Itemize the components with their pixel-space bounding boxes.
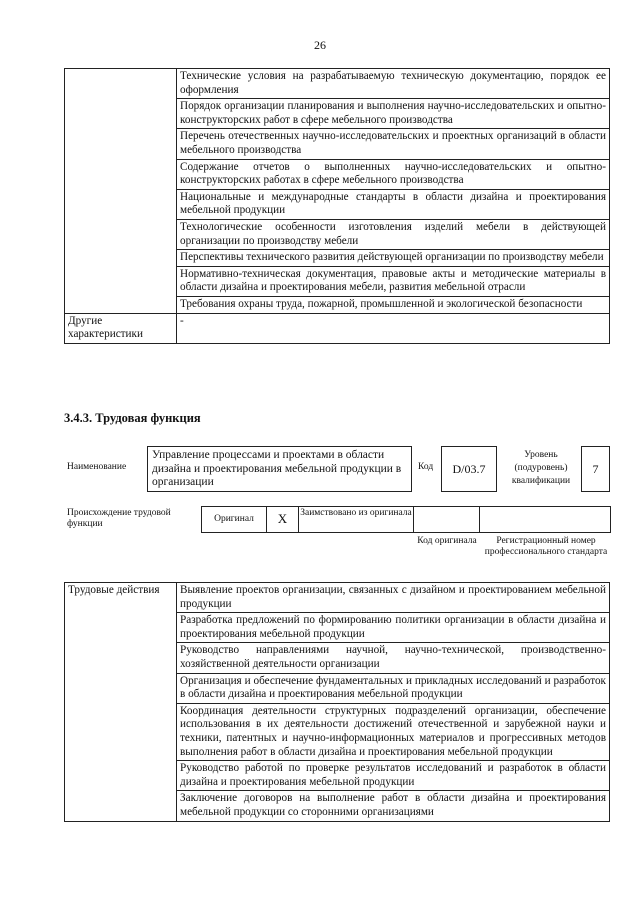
knowledge-row: Перспективы технического развития действующей организации по производству мебели xyxy=(177,250,610,267)
labor-action-row: Заключение договоров на выполнение работ в области дизайна и проектирования мебельной продукции со сторонними организациями xyxy=(177,791,610,821)
registration-number-caption: Регистрационный номер профессионального стандарта xyxy=(484,536,608,557)
labor-actions-label: Трудовые действия xyxy=(65,583,177,822)
knowledge-row: Технические условия на разрабатываемую техническую документацию, порядок ее оформления xyxy=(177,69,610,99)
code-label: Код xyxy=(418,462,434,472)
knowledge-row: Содержание отчетов о выполненных научно-исследовательских и опытно-конструкторских работах в сфере мебельного производства xyxy=(177,159,610,189)
origin-label: Происхождение трудовой функции xyxy=(67,508,171,529)
knowledge-row: Перечень отечественных научно-исследовательских и проектных организаций в области мебельного производства xyxy=(177,129,610,159)
level-value: 7 xyxy=(581,446,610,492)
original-code-caption: Код оригинала xyxy=(417,536,477,546)
borrowed-label: Заимствовано из оригинала xyxy=(300,508,412,518)
knowledge-label-cell xyxy=(65,69,177,314)
labor-action-row: Руководство направлениями научной, научно-технической, производственно-хозяйственной деятельности организации xyxy=(177,643,610,673)
original-mark: X xyxy=(277,511,288,526)
function-name-value: Управление процессами и проектами в области дизайна и проектирования мебельной продукции в организации xyxy=(147,446,412,492)
function-code-value: D/03.7 xyxy=(441,446,497,492)
labor-action-row: Организация и обеспечение фундаментальных и прикладных исследований и разработок в области дизайна и проектирования мебельной продукции xyxy=(177,673,610,703)
page-number: 26 xyxy=(314,38,326,52)
other-characteristics-value: - xyxy=(177,313,610,343)
labor-action-row: Координация деятельности структурных подразделений организации, обеспечение использования в их деятельности достижений отечественной и зарубежной науки и техники, патентных и научно-информационных материалов и прогрессивных методов выполнения работ в области дизайна и проектирования мебельной продукции xyxy=(177,703,610,760)
labor-action-row: Руководство работой по проверке результатов исследований и разработок в области дизайна и проектирования мебельной продукции xyxy=(177,761,610,791)
other-characteristics-label: Другие характеристики xyxy=(65,313,177,343)
level-label: Уровень (подуровень) квалификации xyxy=(511,450,571,486)
knowledge-row: Порядок организации планирования и выполнения научно-исследовательских и опытно-конструкторских работ в сфере мебельного производства xyxy=(177,99,610,129)
knowledge-row: Национальные и международные стандарты в области дизайна и проектирования мебельной продукции xyxy=(177,189,610,219)
labor-actions-table xyxy=(64,582,610,822)
knowledge-row: Технологические особенности изготовления изделий мебели в действующей организации по производству мебели xyxy=(177,219,610,249)
knowledge-row: Нормативно-техническая документация, правовые акты и методические материалы в области дизайна и проектирования мебели, развития мебельной отрасли xyxy=(177,266,610,296)
knowledge-table xyxy=(64,68,610,344)
labor-action-row: Разработка предложений по формированию политики организации в области дизайна и проектирования мебельной продукции xyxy=(177,613,610,643)
labor-action-row: Выявление проектов организации, связанных с дизайном и проектированием мебельной продукции xyxy=(177,583,610,613)
knowledge-row: Требования охраны труда, пожарной, промышленной и экологической безопасности xyxy=(177,296,610,313)
original-label: Оригинал xyxy=(214,514,254,524)
name-label: Наименование xyxy=(67,462,127,472)
section-title: 3.4.3. Трудовая функция xyxy=(64,411,201,425)
